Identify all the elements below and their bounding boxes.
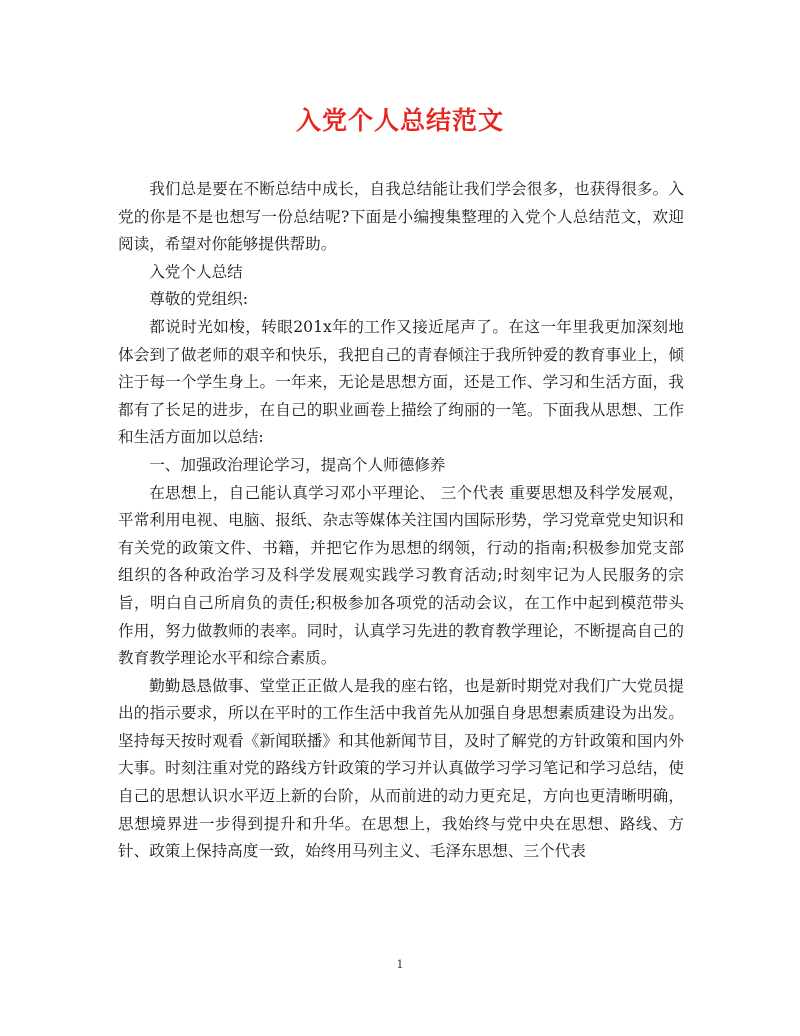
paragraph-salutation: 尊敬的党组织: xyxy=(149,290,249,309)
document-title: 入党个人总结范文 xyxy=(295,106,504,135)
paragraph-motto: 勤勤恳恳做事、堂堂正正做人是我的座右铭，也是新时期党对我们广大党员提出的指示要求，所以在平时的工作生活中我首先从加强自身思想素质建设为出发。坚持每天按时观看《新闻联播》和其他新闻节目，及时了解党的方针政策和国内外大事。时刻注重对党的路线方针政策的学习并认真做学习学习笔记和学习总结，使自己的思想认识水平迈上新的台阶，从而前进的动力更充足，方向也更清晰明确，思想境界进一步得到提升和升华。在思想上，我始终与党中央在思想、路线、方针、政策上保持高度一致，始终用马列主义、毛泽东思想、三个代表 xyxy=(118,676,684,861)
paragraph-thought: 在思想上，自己能认真学习邓小平理论、 三个代表 重要思想及科学发展观，平常利用电视、电脑、报纸、杂志等媒体关注国内国际形势，学习党章党史知识和有关党的政策文件、书籍，并把它作为思想的纲领，行动的指南;积极参加党支部组织的各种政治学习及科学发展观实践学习教育活动;时刻牢记为人民服务的宗旨，明白自己所肩负的责任;积极参加各项党的活动会议，在工作中起到模范带头作用，努力做教师的表率。同时，认真学习先进的教育教学理论，不断提高自己的教育教学理论水平和综合素质。 xyxy=(118,483,684,668)
paragraph-intro: 我们总是要在不断总结中成长，自我总结能让我们学会很多，也获得很多。入党的你是不是也想写一份总结呢?下面是小编搜集整理的入党个人总结范文，欢迎阅读，希望对你能够提供帮助。 xyxy=(118,180,684,254)
document-body xyxy=(118,176,684,866)
page-number: 1 xyxy=(396,958,404,971)
paragraph-section-heading: 一、加强政治理论学习，提高个人师德修养 xyxy=(149,455,446,474)
paragraph-overview: 都说时光如梭，转眼201x年的工作又接近尾声了。在这一年里我更加深刻地体会到了做老师的艰辛和快乐，我把自己的青春倾注于我所钟爱的教育事业上，倾注于每一个学生身上。一年来，无论是思想方面，还是工作、学习和生活方面，我都有了长足的进步，在自己的职业画卷上描绘了绚丽的一笔。下面我从思想、工作和生活方面加以总结: xyxy=(118,317,684,447)
paragraph-heading: 入党个人总结 xyxy=(149,262,243,281)
